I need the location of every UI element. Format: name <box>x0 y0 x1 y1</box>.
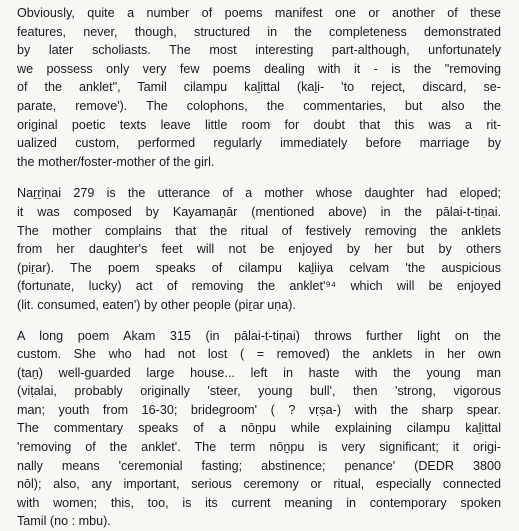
document-page <box>17 4 501 531</box>
text-line: nally means 'ceremonial fasting; abstinence; penance' (DEDR 3800 <box>17 457 501 476</box>
text-line: (piṟar). The poem speaks of cilampu kaḻiiya celvam 'the auspicious <box>17 259 501 278</box>
text-line: it was composed by Kayamaṉār (mentioned above) in the pālai-t-tiṇai. <box>17 203 501 222</box>
paragraph-anklet-removal-intro <box>17 4 501 171</box>
text-line: (viṭalai, probably originally 'steer, young bull', then 'strong, vigorous <box>17 382 501 401</box>
paragraph-gap <box>17 171 501 184</box>
text-line: of the anklet", Tamil cilampu kaḻittal (kaḻi- 'to reject, discard, se- <box>17 78 501 97</box>
text-line: (lit. consumed, eaten') by other people (piṟar uṇa). <box>17 296 501 315</box>
text-line: The commentary speaks of a nōṉpu while explaining cilampu kaḻittal <box>17 419 501 438</box>
text-line: nōl); also, any important, serious ceremony or ritual, especially connected <box>17 475 501 494</box>
text-line: parate, remove'). The colophons, the commentaries, but also the <box>17 97 501 116</box>
text-line: with women; this, too, is its current meaning in contemporary spoken <box>17 494 501 513</box>
text-line: custom. She who had not lost ( = removed) the anklets in her own <box>17 345 501 364</box>
text-line: (taṉ) well-guarded large house... left in haste with the young man <box>17 364 501 383</box>
text-line: by later scholiasts. The most interesting part-although, unfortunately <box>17 41 501 60</box>
text-line: Naṟṟiṇai 279 is the utterance of a mother whose daughter had eloped; <box>17 184 501 203</box>
text-line: A long poem Akam 315 (in pālai-t-tiṇai) throws further light on the <box>17 327 501 346</box>
text-line: man; youth from 16-30; bridegroom' ( ? vṛṣa-) with the sharp spear. <box>17 401 501 420</box>
text-line: original poetic texts leave little room for doubt that this was a rit- <box>17 116 501 135</box>
paragraph-narrinai-279 <box>17 184 501 314</box>
text-line: from her daughter's feet will not be enjoyed by her but by others <box>17 240 501 259</box>
text-line: Tamil (no : mbu). <box>17 512 501 531</box>
paragraph-akam-315 <box>17 327 501 531</box>
paragraph-gap <box>17 315 501 327</box>
text-line: The mother complains that the ritual of festively removing the anklets <box>17 222 501 241</box>
text-line: features, never, though, structured in the completeness demonstrated <box>17 23 501 42</box>
text-line: the mother/foster-mother of the girl. <box>17 153 501 172</box>
text-line: (fortunate, lucky) act of removing the anklet'⁹⁴ which will be enjoyed <box>17 277 501 296</box>
text-line: 'removing of the anklet'. The term nōṉpu is very significant; it origi- <box>17 438 501 457</box>
text-line: Obviously, quite a number of poems manifest one or another of these <box>17 4 501 23</box>
text-line: we possess only very few poems dealing with it - is the "removing <box>17 60 501 79</box>
text-line: ualized custom, performed regularly immediately before marriage by <box>17 134 501 153</box>
